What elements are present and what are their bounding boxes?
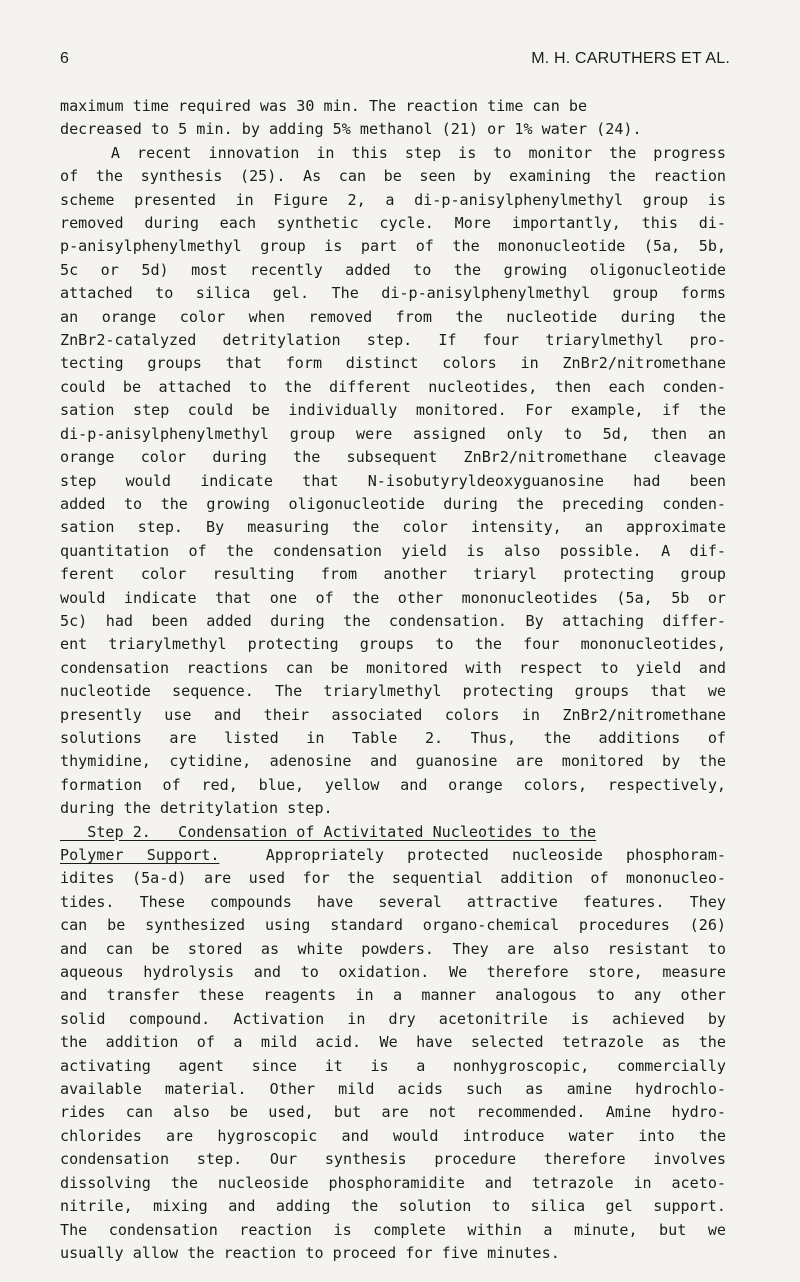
text-line: idites (5a-d) are used for the sequential addition of mononucleo- bbox=[60, 869, 726, 888]
text-line: tides. These compounds have several attractive features. They bbox=[60, 892, 726, 911]
text-line: di-p-anisylphenylmethyl group were assigned only to 5d, then an bbox=[60, 424, 726, 443]
text-line: orange color during the subsequent ZnBr2/nitromethane cleavage bbox=[60, 448, 726, 467]
step2-heading-line2 bbox=[60, 844, 726, 867]
text-line: activating agent since it is a nonhygroscopic, commercially bbox=[60, 1056, 726, 1075]
text-line: and can be stored as white powders. They are also resistant to bbox=[60, 939, 726, 958]
step2-heading-rest: Appropriately protected nucleoside phosphoram- bbox=[219, 846, 726, 864]
text-line: scheme presented in Figure 2, a di-p-anisylphenylmethyl group is bbox=[60, 190, 726, 209]
text-line: step would indicate that N-isobutyryldeoxyguanosine had been bbox=[60, 471, 726, 490]
text-line: solutions are listed in Table 2. Thus, the additions of bbox=[60, 728, 726, 747]
text-line: usually allow the reaction to proceed for five minutes. bbox=[60, 1243, 560, 1262]
text-line: presently use and their associated colors in ZnBr2/nitromethane bbox=[60, 705, 726, 724]
text-line: rides can also be used, but are not recommended. Amine hydro- bbox=[60, 1103, 726, 1122]
text-line: nucleotide sequence. The triarylmethyl protecting groups that we bbox=[60, 682, 726, 701]
page-number: 6 bbox=[60, 50, 69, 67]
text-line: 5c or 5d) most recently added to the growing oligonucleotide bbox=[60, 260, 726, 279]
text-line: solid compound. Activation in dry acetonitrile is achieved by bbox=[60, 1009, 726, 1028]
step2-heading-line1: Step 2. Condensation of Activitated Nucleotides to the bbox=[60, 822, 597, 841]
text-line: maximum time required was 30 min. The reaction time can be bbox=[60, 97, 588, 115]
text-line: ferent color resulting from another triaryl protecting group bbox=[60, 565, 726, 584]
text-line: condensation step. Our synthesis procedure therefore involves bbox=[60, 1150, 726, 1169]
text-line: chlorides are hygroscopic and would introduce water into the bbox=[60, 1126, 726, 1145]
text-line: of the synthesis (25). As can be seen by examining the reaction bbox=[60, 167, 726, 186]
text-line: an orange color when removed from the nucleotide during the bbox=[60, 307, 726, 326]
text-line: aqueous hydrolysis and to oxidation. We therefore store, measure bbox=[60, 963, 726, 982]
text-line: and transfer these reagents in a manner analogous to any other bbox=[60, 986, 726, 1005]
step2-heading-underlined: Polymer Support. bbox=[60, 846, 220, 864]
text-line: tecting groups that form distinct colors in ZnBr2/nitromethane bbox=[60, 354, 726, 373]
text-line: thymidine, cytidine, adenosine and guanosine are monitored by the bbox=[60, 752, 726, 771]
text-line: sation step could be individually monitored. For example, if the bbox=[60, 401, 726, 420]
text-line: available material. Other mild acids such as amine hydrochlo- bbox=[60, 1080, 726, 1099]
text-line: dissolving the nucleoside phosphoramidite and tetrazole in aceto- bbox=[60, 1173, 726, 1192]
text-line: sation step. By measuring the color intensity, an approximate bbox=[60, 518, 726, 537]
page-header bbox=[60, 50, 730, 74]
text-line: would indicate that one of the other mononucleotides (5a, 5b or bbox=[60, 588, 726, 607]
text-line: can be synthesized using standard organo-chemical procedures (26) bbox=[60, 916, 726, 935]
text-line: formation of red, blue, yellow and orange colors, respectively, bbox=[60, 775, 726, 794]
running-head: M. H. CARUTHERS ET AL. bbox=[531, 50, 730, 67]
text-line: added to the growing oligonucleotide during the preceding conden- bbox=[60, 494, 726, 513]
text-line: ZnBr2-catalyzed detritylation step. If four triarylmethyl pro- bbox=[60, 331, 726, 350]
paragraph-block-1 bbox=[60, 95, 726, 821]
text-line: quantitation of the condensation yield is also possible. A dif- bbox=[60, 541, 726, 560]
text-line: 5c) had been added during the condensation. By attaching differ- bbox=[60, 611, 726, 630]
text-line: The condensation reaction is complete within a minute, but we bbox=[60, 1220, 726, 1239]
text-line: decreased to 5 min. by adding 5% methanol (21) or 1% water (24). bbox=[60, 120, 642, 139]
text-line: removed during each synthetic cycle. More importantly, this di- bbox=[60, 214, 726, 233]
text-line: ent triarylmethyl protecting groups to the four mononucleotides, bbox=[60, 635, 726, 654]
text-line: the addition of a mild acid. We have selected tetrazole as the bbox=[60, 1033, 726, 1052]
text-line: during the detritylation step. bbox=[60, 799, 333, 818]
text-line: p-anisylphenylmethyl group is part of the mononucleotide (5a, 5b, bbox=[60, 237, 726, 256]
text-line: condensation reactions can be monitored with respect to yield and bbox=[60, 658, 726, 677]
paragraph-block-2 bbox=[60, 867, 726, 1265]
text-line: nitrile, mixing and adding the solution to silica gel support. bbox=[60, 1197, 726, 1216]
text-line: could be attached to the different nucleotides, then each conden- bbox=[60, 377, 726, 396]
text-line: A recent innovation in this step is to monitor the progress bbox=[60, 143, 726, 162]
text-line: attached to silica gel. The di-p-anisylphenylmethyl group forms bbox=[60, 284, 726, 303]
body-text bbox=[60, 95, 726, 1265]
